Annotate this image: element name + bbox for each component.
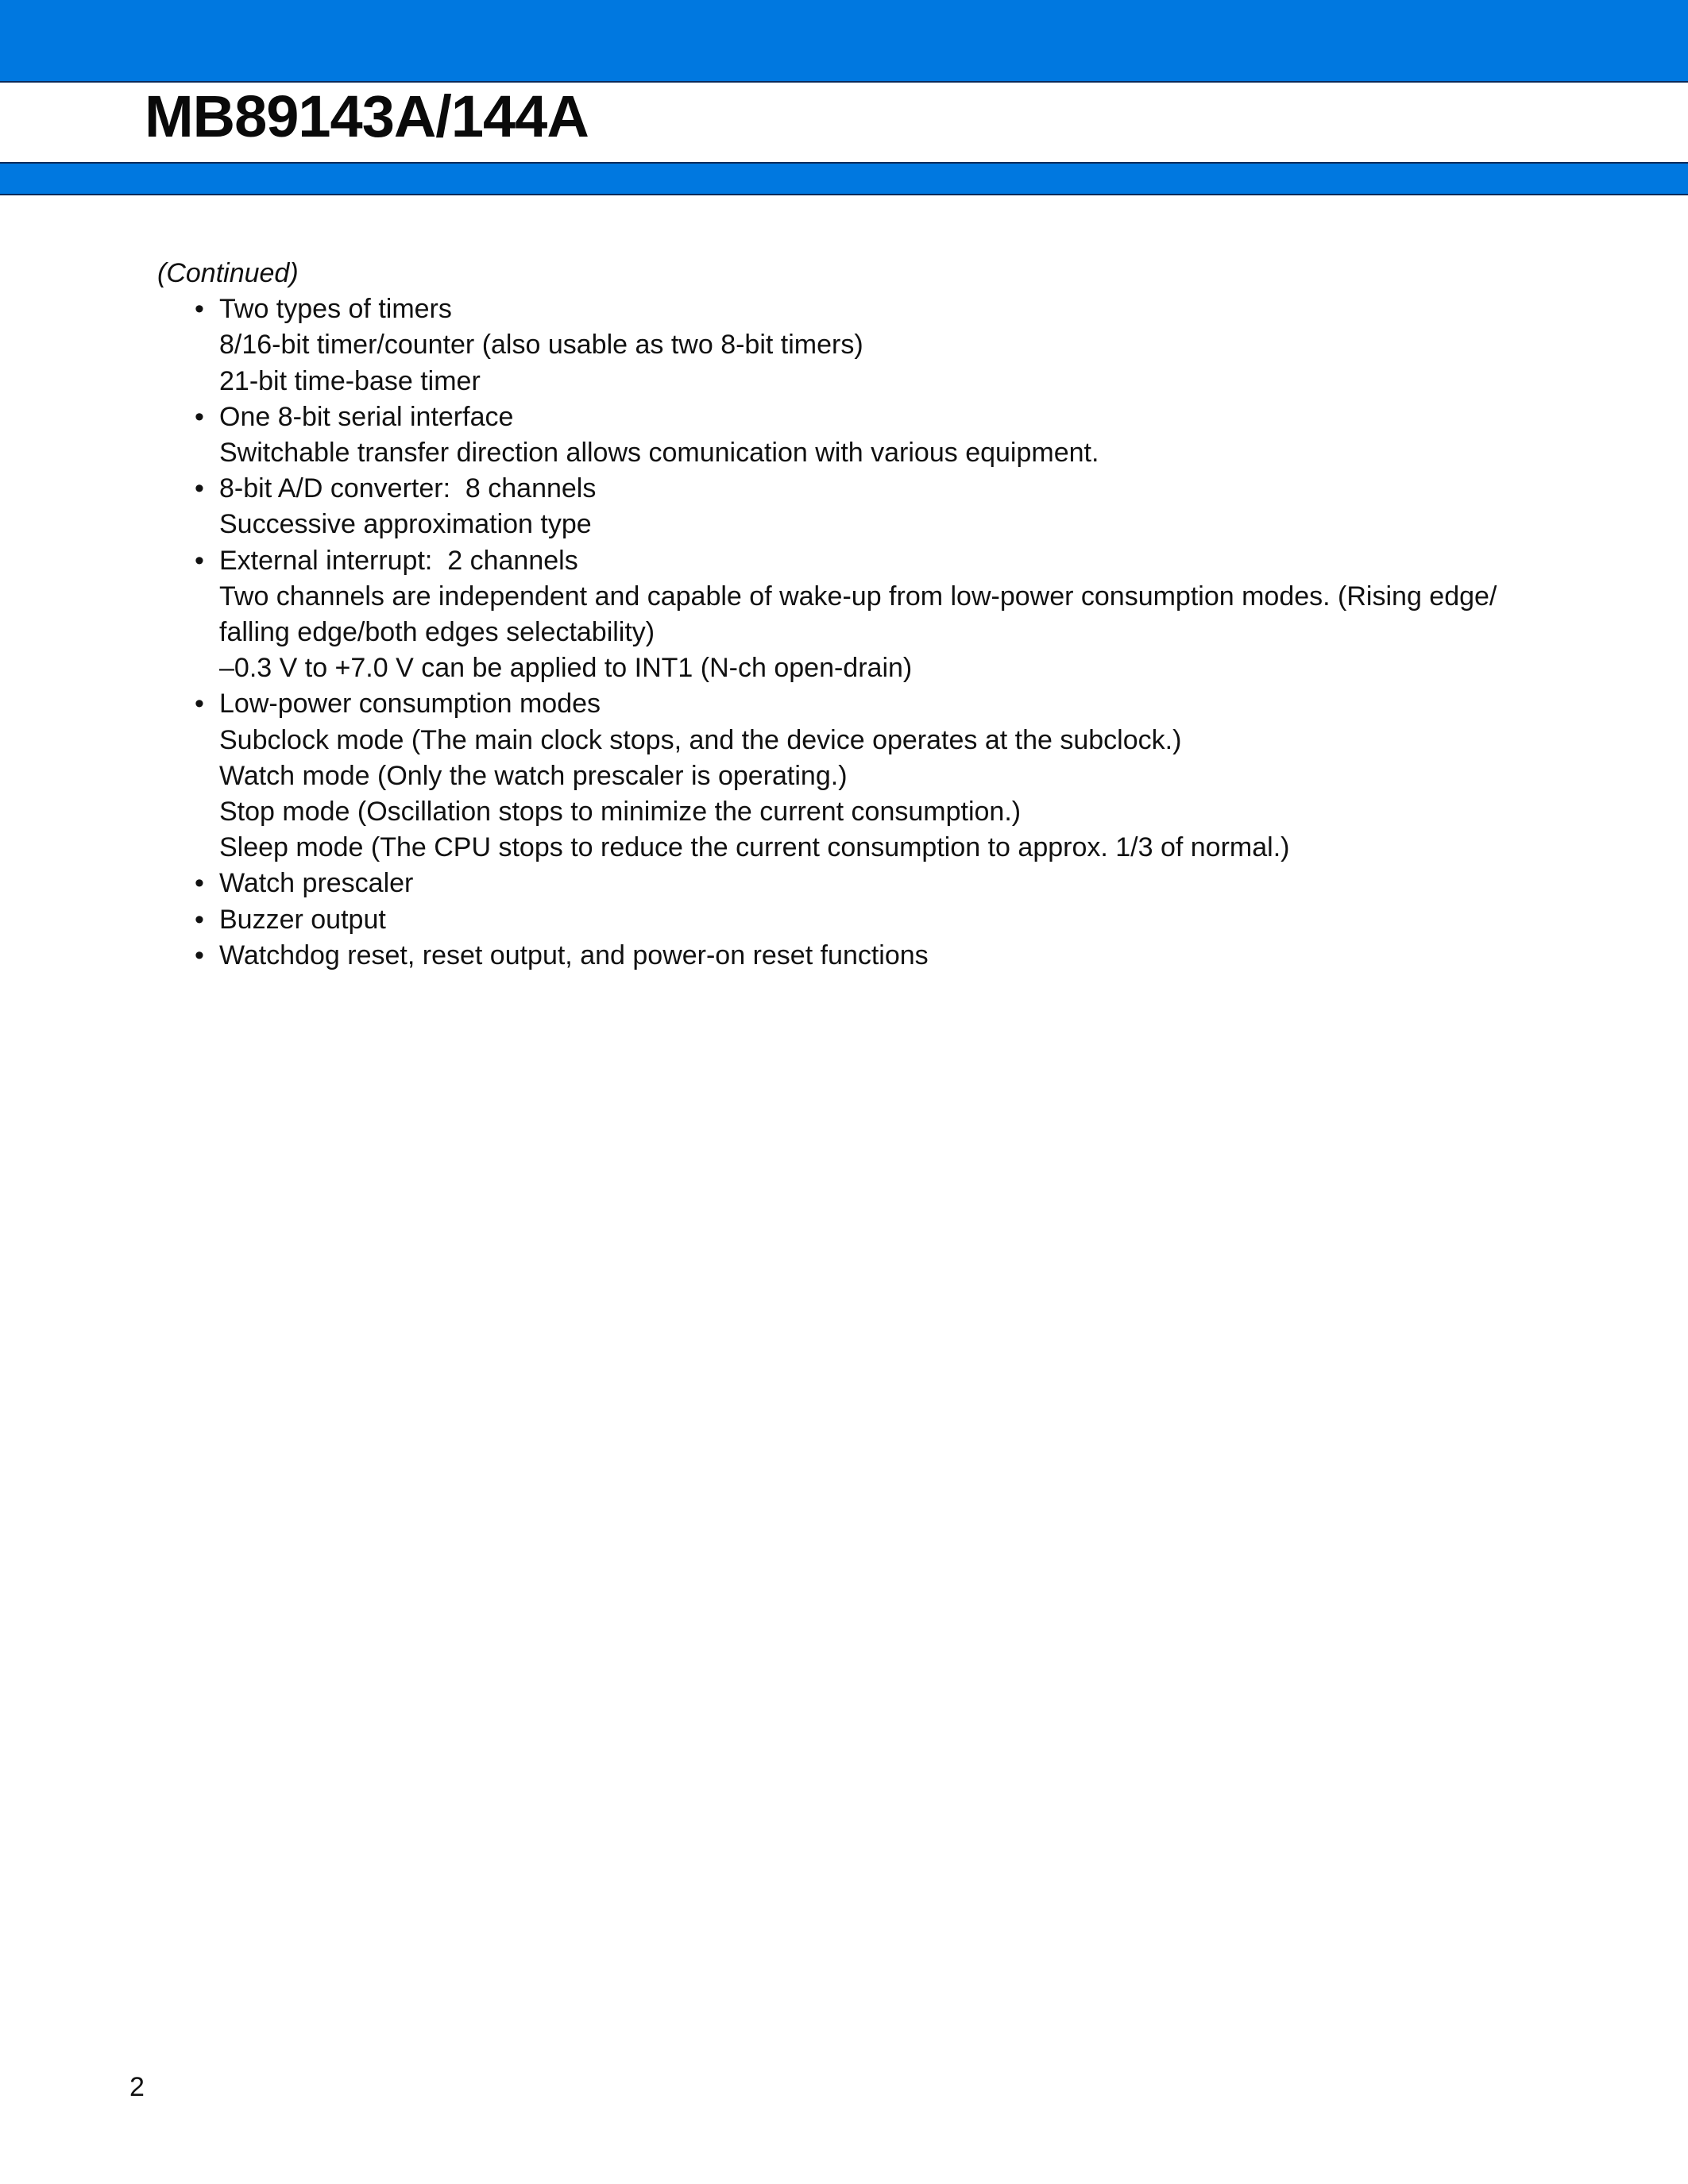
feature-item — [157, 399, 1555, 471]
header-bottom-band — [0, 162, 1688, 195]
feature-heading: 8-bit A/D converter: 8 channels — [219, 473, 597, 504]
feature-detail: falling edge/both edges selectability) — [219, 617, 655, 648]
feature-heading: Low-power consumption modes — [219, 689, 601, 720]
feature-detail: Successive approximation type — [219, 509, 592, 540]
feature-item — [157, 291, 1555, 399]
feature-detail: 8/16-bit timer/counter (also usable as two 8-bit timers) — [219, 330, 863, 361]
feature-item — [157, 866, 1555, 901]
feature-heading: Buzzer output — [219, 904, 386, 935]
feature-item — [157, 543, 1555, 687]
header-top-band — [0, 0, 1688, 83]
page-number: 2 — [129, 2072, 145, 2102]
feature-heading: External interrupt: 2 channels — [219, 545, 578, 576]
bullet-icon: • — [195, 868, 204, 899]
bullet-icon: • — [195, 545, 204, 576]
feature-detail: Two channels are independent and capable of wake-up from low-power consumption modes. (Rising edge/ — [219, 581, 1497, 612]
feature-detail: Subclock mode (The main clock stops, and the device operates at the subclock.) — [219, 724, 1182, 755]
feature-detail: –0.3 V to +7.0 V can be applied to INT1 (N-ch open-drain) — [219, 653, 913, 684]
bullet-icon: • — [195, 401, 204, 432]
feature-item — [157, 938, 1555, 974]
feature-detail: Stop mode (Oscillation stops to minimize the current consumption.) — [219, 797, 1022, 828]
bullet-icon: • — [195, 904, 204, 935]
feature-heading: Watchdog reset, reset output, and power-on reset functions — [219, 940, 929, 970]
feature-detail: Switchable transfer direction allows comunication with various equipment. — [219, 438, 1099, 469]
feature-heading: Two types of timers — [219, 294, 452, 325]
feature-heading: Watch prescaler — [219, 868, 414, 899]
feature-item — [157, 471, 1555, 542]
feature-item — [157, 902, 1555, 938]
bullet-icon: • — [195, 689, 204, 720]
feature-detail: 21-bit time-base timer — [219, 365, 481, 396]
bullet-icon: • — [195, 940, 204, 970]
feature-detail: Sleep mode (The CPU stops to reduce the current consumption to approx. 1/3 of normal.) — [219, 832, 1290, 863]
feature-detail: Watch mode (Only the watch prescaler is operating.) — [219, 760, 848, 791]
bullet-icon: • — [195, 473, 204, 504]
document-title: MB89143A/144A — [145, 83, 589, 149]
continued-label: (Continued) — [157, 258, 299, 288]
page-content — [157, 256, 1555, 974]
feature-list — [157, 291, 1555, 974]
feature-item — [157, 686, 1555, 866]
feature-heading: One 8-bit serial interface — [219, 401, 514, 432]
bullet-icon: • — [195, 294, 204, 325]
